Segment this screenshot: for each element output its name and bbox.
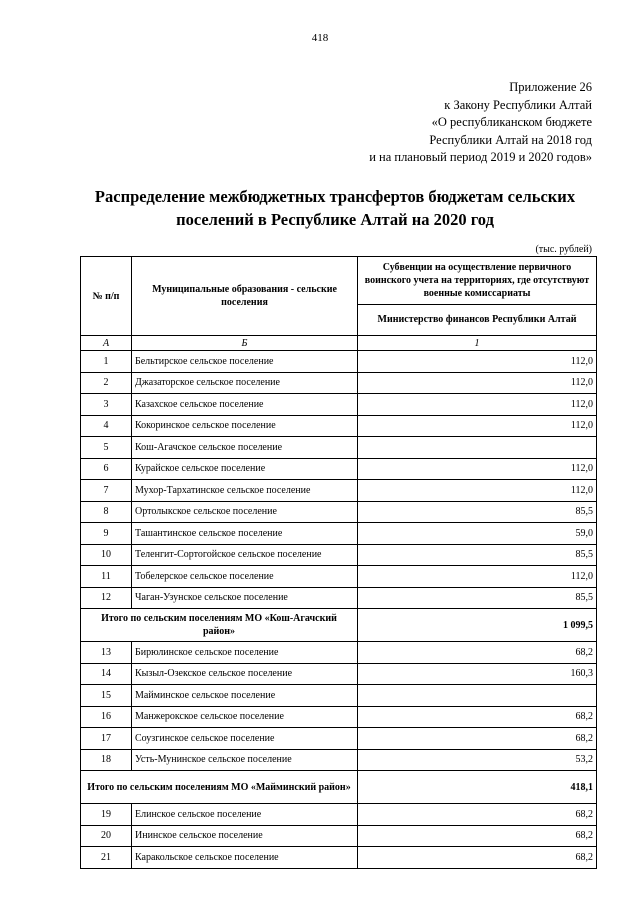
subvention-value — [358, 685, 597, 707]
row-number: 21 — [81, 847, 132, 869]
column-letter-1: 1 — [358, 336, 597, 351]
table-row — [81, 706, 597, 728]
total-value: 418,1 — [358, 771, 597, 804]
subvention-value: 68,2 — [358, 825, 597, 847]
column-letter-a: А — [81, 336, 132, 351]
table-header-row — [81, 257, 597, 305]
subvention-value: 68,2 — [358, 847, 597, 869]
subvention-value: 112,0 — [358, 394, 597, 416]
table-row — [81, 847, 597, 869]
table-row — [81, 685, 597, 707]
appendix-line: Приложение 26 — [509, 80, 592, 94]
table-row — [81, 749, 597, 771]
settlement-name: Теленгит-Сортогойское сельское поселение — [132, 544, 358, 566]
settlement-name: Майминское сельское поселение — [132, 685, 358, 707]
table-row — [81, 480, 597, 502]
row-number: 12 — [81, 587, 132, 609]
subvention-value: 85,5 — [358, 544, 597, 566]
settlement-name: Ортолыкское сельское поселение — [132, 501, 358, 523]
page-number: 418 — [311, 32, 329, 44]
subvention-value: 85,5 — [358, 501, 597, 523]
row-number: 19 — [81, 804, 132, 826]
settlement-name: Тобелерское сельское поселение — [132, 566, 358, 588]
subvention-value: 112,0 — [358, 566, 597, 588]
column-letters-row — [81, 336, 597, 351]
row-number: 15 — [81, 685, 132, 707]
settlement-name: Курайское сельское поселение — [132, 458, 358, 480]
subvention-value: 68,2 — [358, 706, 597, 728]
table-row — [81, 523, 597, 545]
table-row — [81, 642, 597, 664]
settlement-name: Казахское сельское поселение — [132, 394, 358, 416]
subvention-value: 68,2 — [358, 804, 597, 826]
document-title: Распределение межбюджетных трансфертов бюджетам сельских поселений в Республике Алтай на 2020 год — [94, 187, 576, 229]
table-row — [81, 394, 597, 416]
settlement-name: Соузгинское сельское поселение — [132, 728, 358, 750]
settlement-name: Чаган-Узунское сельское поселение — [132, 587, 358, 609]
settlement-name: Кызыл-Озекское сельское поселение — [132, 663, 358, 685]
table-row — [81, 372, 597, 394]
subvention-value: 85,5 — [358, 587, 597, 609]
settlement-name: Мухор-Тархатинское сельское поселение — [132, 480, 358, 502]
subvention-value: 112,0 — [358, 372, 597, 394]
row-number: 13 — [81, 642, 132, 664]
subvention-value: 112,0 — [358, 458, 597, 480]
header-ministry: Министерство финансов Республики Алтай — [358, 304, 597, 335]
subvention-value: 112,0 — [358, 480, 597, 502]
row-number: 14 — [81, 663, 132, 685]
settlement-name: Кокоринское сельское поселение — [132, 415, 358, 437]
row-number: 18 — [81, 749, 132, 771]
row-number: 20 — [81, 825, 132, 847]
table-row — [81, 728, 597, 750]
settlement-name: Бирюлинское сельское поселение — [132, 642, 358, 664]
appendix-line: Республики Алтай на 2018 год — [429, 132, 592, 147]
header-municipality: Муниципальные образования - сельские поселения — [132, 257, 358, 336]
column-letter-b: Б — [132, 336, 358, 351]
row-number: 11 — [81, 566, 132, 588]
row-number: 5 — [81, 437, 132, 459]
table-row — [81, 544, 597, 566]
appendix-caption — [369, 79, 592, 167]
row-number: 17 — [81, 728, 132, 750]
table-row — [81, 501, 597, 523]
row-number: 6 — [81, 458, 132, 480]
settlement-name: Кош-Агачское сельское поселение — [132, 437, 358, 459]
row-number: 8 — [81, 501, 132, 523]
settlement-name: Джазаторское сельское поселение — [132, 372, 358, 394]
appendix-line: «О республиканском бюджете — [431, 115, 592, 129]
table-row — [81, 587, 597, 609]
table-row — [81, 437, 597, 459]
settlement-name: Манжерокское сельское поселение — [132, 706, 358, 728]
row-number: 9 — [81, 523, 132, 545]
row-number: 16 — [81, 706, 132, 728]
subvention-value — [358, 437, 597, 459]
appendix-line: и на плановый период 2019 и 2020 годов» — [369, 150, 592, 164]
table-row — [81, 825, 597, 847]
settlement-name: Каракольское сельское поселение — [132, 847, 358, 869]
table-row — [81, 415, 597, 437]
total-row — [81, 609, 597, 642]
row-number: 10 — [81, 544, 132, 566]
header-number: № п/п — [81, 257, 132, 336]
appendix-line: к Закону Республики Алтай — [444, 97, 592, 112]
units-label: (тыс. рублей) — [535, 244, 592, 255]
settlement-name: Елинское сельское поселение — [132, 804, 358, 826]
total-row — [81, 771, 597, 804]
table-row — [81, 804, 597, 826]
subvention-value: 68,2 — [358, 642, 597, 664]
row-number: 7 — [81, 480, 132, 502]
total-value: 1 099,5 — [358, 609, 597, 642]
row-number: 1 — [81, 351, 132, 373]
subvention-value: 53,2 — [358, 749, 597, 771]
total-label: Итого по сельским поселениям МО «Кош-Агачский район» — [81, 609, 358, 642]
subvention-value: 59,0 — [358, 523, 597, 545]
row-number: 4 — [81, 415, 132, 437]
table-row — [81, 458, 597, 480]
row-number: 3 — [81, 394, 132, 416]
table-row — [81, 663, 597, 685]
settlement-name: Ташантинское сельское поселение — [132, 523, 358, 545]
table-row — [81, 566, 597, 588]
subvention-value: 112,0 — [358, 351, 597, 373]
total-label: Итого по сельским поселениям МО «Майминский район» — [81, 771, 358, 804]
row-number: 2 — [81, 372, 132, 394]
transfers-table — [80, 256, 597, 869]
subvention-value: 160,3 — [358, 663, 597, 685]
settlement-name: Бельтирское сельское поселение — [132, 351, 358, 373]
table-row — [81, 351, 597, 373]
subvention-value: 112,0 — [358, 415, 597, 437]
settlement-name: Усть-Мунинское сельское поселение — [132, 749, 358, 771]
subvention-value: 68,2 — [358, 728, 597, 750]
settlement-name: Ининское сельское поселение — [132, 825, 358, 847]
header-subvention: Субвенции на осуществление первичного воинского учета на территориях, где отсутствуют военные комиссариаты — [358, 257, 597, 305]
